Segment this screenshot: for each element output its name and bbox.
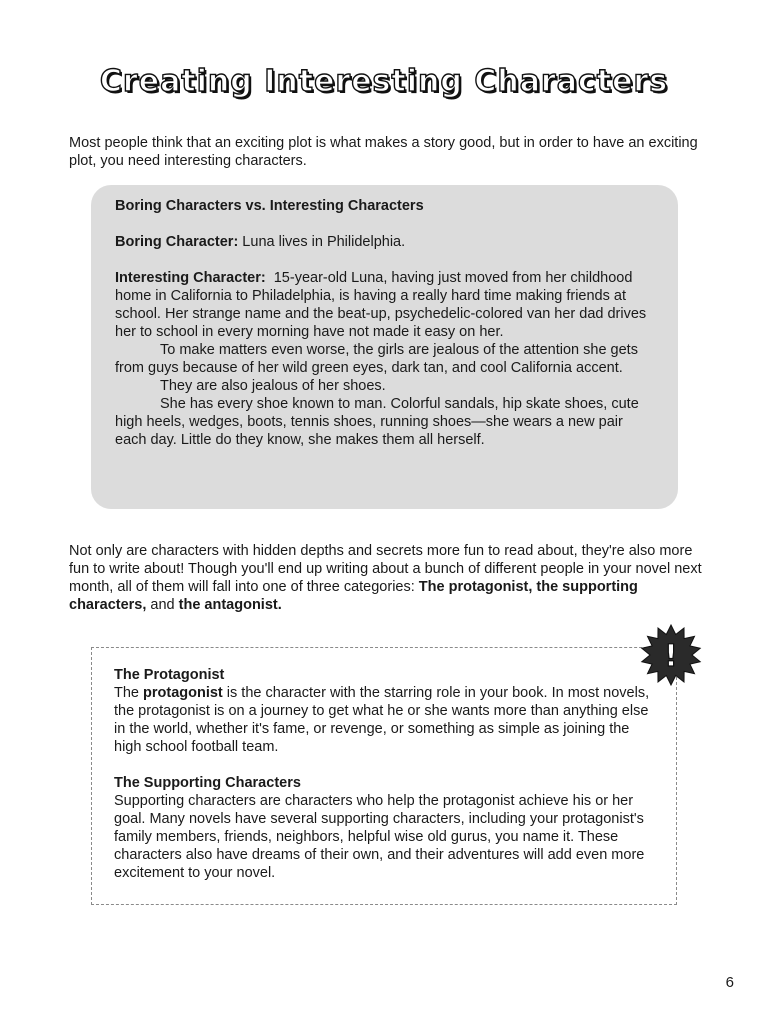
supporting-heading: The Supporting Characters xyxy=(114,775,301,791)
boring-text: Luna lives in Philidelphia. xyxy=(238,234,406,250)
burst-glyph: ! xyxy=(664,639,678,674)
example-paragraph-3: They are also jealous of her shoes. xyxy=(160,378,386,394)
page-title: Creating Interesting Characters xyxy=(99,64,669,99)
page-number: 6 xyxy=(725,974,734,991)
supporting-paragraph: Supporting characters are characters who help the protagonist achieve his or her goal. Many novels have several supporting characters, including your protagonist's family members, friends, neighbors, helpful wise old gurus, you name it. These characters also have dreams of their own, and their adventures will add even more excitement to your novel. xyxy=(114,793,645,881)
example-paragraph-4: She has every shoe known to man. Colorful sandals, hip skate shoes, cute high heels, wedges, boots, tennis shoes, running shoes—she wears a new pair each day. Little do they know, she makes them all herself. xyxy=(115,396,639,448)
protagonist-heading: The Protagonist xyxy=(114,667,225,683)
interesting-text: 15-year-old Luna, having just moved from her childhood home in California to Philadelphia, is having a really hard time making friends at school. Her strange name and the beat-up, psychedelic-colored van her dad drives her to school in every morning have not made it easy on her. xyxy=(115,270,651,340)
info-box xyxy=(91,647,677,905)
boring-label: Boring Character: xyxy=(115,234,239,250)
categories-paragraph: Not only are characters with hidden depths and secrets more fun to read about, they're also more fun to write about! Though you'll end up writing about a bunch of different people in your novel next month, all of them will fall into one of three categories: The protagonist, the supporting characters, and the antagonist. xyxy=(69,543,702,613)
example-paragraph-2: To make matters even worse, the girls are jealous of the attention she gets from guys because of her wild green eyes, dark tan, and cool California accent. xyxy=(115,342,638,376)
interesting-character-paragraph xyxy=(115,269,658,341)
example-heading: Boring Characters vs. Interesting Characters xyxy=(115,198,424,214)
interesting-label: Interesting Character: xyxy=(115,270,266,286)
exclamation-burst-icon xyxy=(640,624,702,686)
intro-paragraph: Most people think that an exciting plot is what makes a story good, but in order to have an exciting plot, you need interesting characters. xyxy=(69,135,698,169)
boring-character-paragraph xyxy=(115,233,658,251)
protagonist-paragraph: The protagonist is the character with the starring role in your book. In most novels, the protagonist is on a journey to get what he or she wants more than anything else in the world, whether it's fame, or revenge, or something as simple as joining the high school football team. xyxy=(114,685,650,755)
example-box xyxy=(91,185,678,509)
